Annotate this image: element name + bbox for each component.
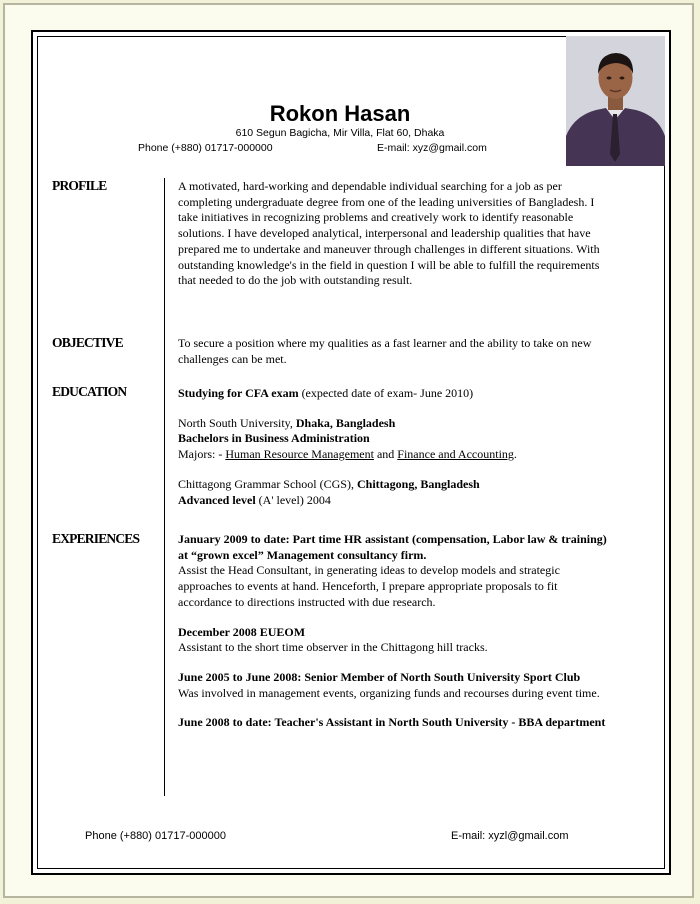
education-cgs (178, 477, 608, 493)
cfa-label: Studying for CFA exam (178, 386, 299, 400)
education-title: EDUCATION (52, 384, 127, 399)
experiences-title: EXPERIENCES (52, 531, 140, 546)
education-cfa (178, 386, 608, 402)
footer-email: E-mail: xyzl@gmail.com (451, 830, 569, 842)
candidate-address: 610 Segun Bagicha, Mir Villa, Flat 60, Dhaka (235, 127, 445, 139)
experience-heading: December 2008 EUEOM (178, 624, 306, 639)
profile-section (178, 179, 608, 289)
cgs-name: Chittagong Grammar School (CGS), (178, 476, 357, 491)
header-phone: Phone (+880) 01717-000000 (138, 142, 273, 154)
cgs-location: Chittagong, Bangladesh (356, 476, 480, 491)
header-email: E-mail: xyz@gmail.com (377, 142, 487, 154)
objective-text: To secure a position where my qualities as a fast learner and the ability to take on new challenges can be met. (178, 336, 592, 366)
profile-text: A motivated, hard-working and dependable individual searching for a job as per completing undergraduate degree from one of the leading universities of Bangladesh. I take initiatives in recognizing problems and creatively work to identify reasonable solutions. I have developed analytical, interpersonal and leadership qualities that have prepared me to undertake and maneuver through challenges in different situations. With outstanding knowledge's in the field in question I will be able to fulfill the requirements that needed to do the job with outstanding result. (178, 179, 600, 288)
nsu-name: North South University, (178, 415, 296, 430)
experience-heading: January 2009 to date: Part time HR assistant (compensation, Labor law & training) at “grown excel” Management consultancy firm. (178, 532, 607, 562)
candidate-name: Rokon Hasan (269, 101, 411, 126)
section-divider-line (164, 178, 165, 796)
objective-title: OBJECTIVE (52, 335, 123, 350)
experiences-section (178, 532, 608, 731)
education-nsu (178, 416, 608, 432)
education-nsu-degree: Bachelors in Business Administration (178, 431, 370, 446)
education-majors: Majors: - Human Resource Management and Finance and Accounting. (178, 447, 517, 462)
cfa-detail: (expected date of exam- June 2010) (298, 386, 474, 400)
experience-text: Assist the Head Consultant, in generating ideas to develop models and strategic approaches to events at hand. Henceforth, I prepare appropriate proposals to fit accordance to directions instructed with due research. (178, 563, 560, 609)
education-section (178, 386, 608, 508)
experience-text: Was involved in management events, organizing funds and recourses during event time. (178, 685, 600, 700)
objective-section (178, 336, 608, 367)
major-hrm: Human Resource Management (225, 447, 374, 462)
experience-heading: June 2005 to June 2008: Senior Member of North South University Sport Club (178, 669, 581, 684)
major-finance: Finance and Accounting (397, 447, 514, 462)
footer-phone: Phone (+880) 01717-000000 (85, 830, 226, 842)
nsu-location: Dhaka, Bangladesh (295, 415, 396, 430)
experience-heading: June 2008 to date: Teacher's Assistant in North South University - BBA department (178, 715, 606, 730)
resume-page (31, 30, 671, 875)
education-cgs-level: Advanced level (A' level) 2004 (178, 492, 331, 507)
profile-title: PROFILE (52, 178, 107, 193)
experience-text: Assistant to the short time observer in the Chittagong hill tracks. (178, 640, 488, 655)
